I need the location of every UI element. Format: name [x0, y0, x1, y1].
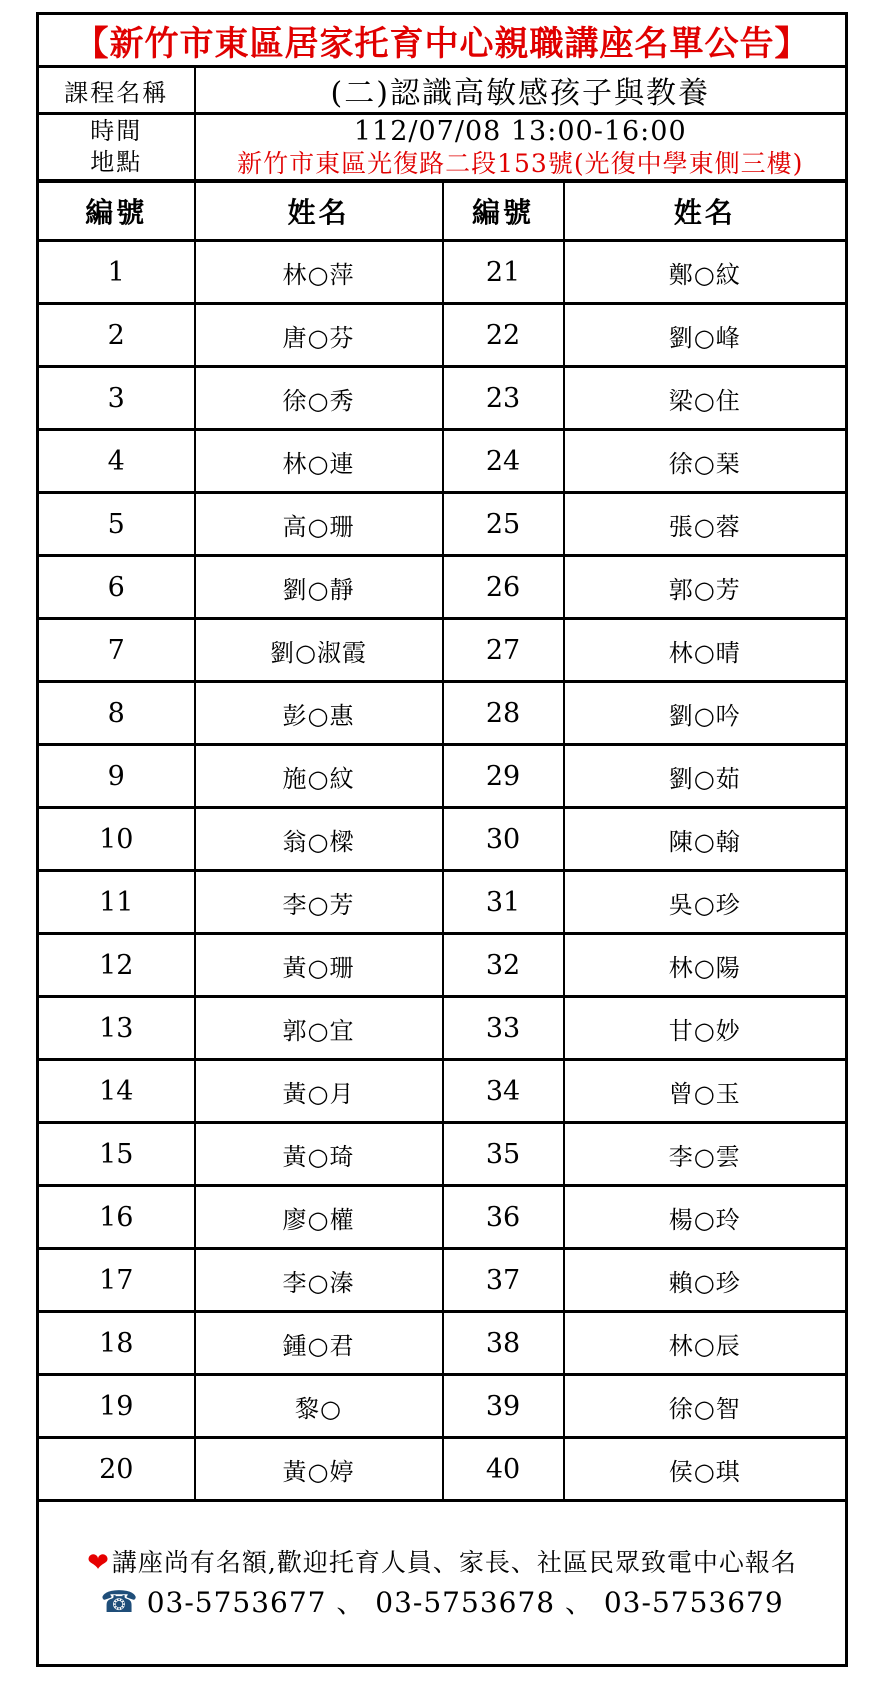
roster-body: [38, 241, 847, 1501]
roster-name-cell-left: 林○萍: [195, 241, 443, 304]
roster-no-cell-left: 8: [38, 682, 195, 745]
course-row: [38, 67, 847, 114]
roster-name-cell-right: 鄭○紋: [564, 241, 847, 304]
roster-name-cell-right: 陳○翰: [564, 808, 847, 871]
roster-name-cell-right: 楊○玲: [564, 1186, 847, 1249]
roster-no-cell-right: 26: [443, 556, 564, 619]
roster-name-cell-left: 黃○珊: [195, 934, 443, 997]
roster-no-cell-left: 20: [38, 1438, 195, 1501]
footer-row: [38, 1501, 847, 1666]
roster-row: [38, 1438, 847, 1501]
col-header-name-left: 姓名: [287, 196, 350, 229]
roster-name-cell-right: 林○辰: [564, 1312, 847, 1375]
roster-name-cell-left: 施○紋: [195, 745, 443, 808]
roster-row: [38, 871, 847, 934]
roster-no-cell-left: 7: [38, 619, 195, 682]
footer-phones: [39, 1583, 845, 1623]
roster-name-cell-right: 賴○珍: [564, 1249, 847, 1312]
place-label: 地點: [90, 148, 143, 176]
roster-no-cell-right: 28: [443, 682, 564, 745]
roster-no-cell-left: 18: [38, 1312, 195, 1375]
roster-row: [38, 997, 847, 1060]
roster-name-cell-right: 劉○吟: [564, 682, 847, 745]
roster-name-cell-left: 黃○婷: [195, 1438, 443, 1501]
roster-name-cell-right: 侯○琪: [564, 1438, 847, 1501]
roster-name-cell-right: 徐○智: [564, 1375, 847, 1438]
roster-row: [38, 1060, 847, 1123]
roster-no-cell-left: 2: [38, 304, 195, 367]
roster-row: [38, 304, 847, 367]
roster-row: [38, 934, 847, 997]
time-place-row: [38, 114, 847, 182]
roster-row: [38, 1186, 847, 1249]
roster-name-cell-right: 梁○住: [564, 367, 847, 430]
roster-row: [38, 808, 847, 871]
roster-name-cell-right: 張○蓉: [564, 493, 847, 556]
roster-name-cell-right: 李○雲: [564, 1123, 847, 1186]
roster-row: [38, 1312, 847, 1375]
roster-name-cell-left: 徐○秀: [195, 367, 443, 430]
roster-no-cell-right: 31: [443, 871, 564, 934]
roster-no-cell-left: 19: [38, 1375, 195, 1438]
roster-name-cell-right: 吳○珍: [564, 871, 847, 934]
col-header-name-right: 姓名: [673, 196, 736, 229]
roster-name-cell-left: 鍾○君: [195, 1312, 443, 1375]
roster-no-cell-right: 38: [443, 1312, 564, 1375]
roster-no-cell-right: 37: [443, 1249, 564, 1312]
col-header-no-left: 編號: [85, 196, 148, 229]
roster-name-cell-right: 劉○茹: [564, 745, 847, 808]
roster-name-cell-right: 林○陽: [564, 934, 847, 997]
roster-no-cell-right: 24: [443, 430, 564, 493]
roster-no-cell-left: 17: [38, 1249, 195, 1312]
roster-table: [36, 12, 848, 1667]
course-value: (二)認識高敏感孩子與教養: [330, 76, 710, 111]
roster-no-cell-right: 30: [443, 808, 564, 871]
roster-name-cell-left: 林○連: [195, 430, 443, 493]
roster-no-cell-left: 9: [38, 745, 195, 808]
roster-no-cell-right: 34: [443, 1060, 564, 1123]
roster-no-cell-left: 14: [38, 1060, 195, 1123]
column-header-row: [38, 181, 847, 241]
roster-row: [38, 682, 847, 745]
roster-row: [38, 241, 847, 304]
phone-icon: ☎: [100, 1585, 139, 1620]
roster-no-cell-right: 35: [443, 1123, 564, 1186]
roster-no-cell-left: 6: [38, 556, 195, 619]
roster-no-cell-left: 15: [38, 1123, 195, 1186]
roster-row: [38, 1375, 847, 1438]
page-title: 【新竹市東區居家托育中心親職講座名單公告】: [74, 23, 810, 64]
roster-name-cell-right: 劉○峰: [564, 304, 847, 367]
roster-name-cell-right: 林○晴: [564, 619, 847, 682]
roster-name-cell-left: 劉○靜: [195, 556, 443, 619]
roster-name-cell-left: 翁○樑: [195, 808, 443, 871]
roster-no-cell-left: 11: [38, 871, 195, 934]
roster-row: [38, 430, 847, 493]
roster-no-cell-left: 16: [38, 1186, 195, 1249]
time-label: 時間: [90, 117, 143, 145]
roster-name-cell-left: 高○珊: [195, 493, 443, 556]
roster-name-cell-left: 唐○芬: [195, 304, 443, 367]
roster-name-cell-right: 曾○玉: [564, 1060, 847, 1123]
roster-name-cell-left: 彭○惠: [195, 682, 443, 745]
roster-no-cell-right: 27: [443, 619, 564, 682]
roster-no-cell-left: 4: [38, 430, 195, 493]
roster-row: [38, 556, 847, 619]
footer-phones-text: 03-5753677 、 03-5753678 、 03-5753679: [146, 1586, 784, 1619]
roster-no-cell-left: 5: [38, 493, 195, 556]
roster-name-cell-left: 李○芳: [195, 871, 443, 934]
roster-row: [38, 367, 847, 430]
roster-no-cell-right: 40: [443, 1438, 564, 1501]
roster-row: [38, 1249, 847, 1312]
roster-name-cell-left: 黃○琦: [195, 1123, 443, 1186]
roster-no-cell-right: 29: [443, 745, 564, 808]
roster-no-cell-right: 21: [443, 241, 564, 304]
roster-no-cell-right: 25: [443, 493, 564, 556]
roster-no-cell-right: 22: [443, 304, 564, 367]
roster-name-cell-right: 郭○芳: [564, 556, 847, 619]
roster-name-cell-left: 李○溱: [195, 1249, 443, 1312]
roster-no-cell-left: 10: [38, 808, 195, 871]
roster-no-cell-right: 36: [443, 1186, 564, 1249]
roster-name-cell-left: 廖○權: [195, 1186, 443, 1249]
footer-notice-text: 講座尚有名額,歡迎托育人員、家長、社區民眾致電中心報名: [111, 1548, 797, 1577]
roster-no-cell-right: 32: [443, 934, 564, 997]
roster-no-cell-right: 23: [443, 367, 564, 430]
roster-row: [38, 619, 847, 682]
roster-no-cell-right: 33: [443, 997, 564, 1060]
col-header-no-right: 編號: [471, 196, 534, 229]
time-value: 112/07/08 13:00-16:00: [353, 115, 687, 147]
roster-no-cell-left: 1: [38, 241, 195, 304]
heart-icon: ❤: [87, 1548, 110, 1578]
roster-name-cell-left: 黃○月: [195, 1060, 443, 1123]
roster-name-cell-right: 甘○妙: [564, 997, 847, 1060]
roster-row: [38, 493, 847, 556]
roster-no-cell-left: 3: [38, 367, 195, 430]
footer-notice: [39, 1543, 845, 1583]
roster-no-cell-left: 12: [38, 934, 195, 997]
roster-name-cell-left: 劉○淑霞: [195, 619, 443, 682]
roster-name-cell-right: 徐○琹: [564, 430, 847, 493]
title-row: [38, 14, 847, 67]
roster-row: [38, 1123, 847, 1186]
roster-row: [38, 745, 847, 808]
place-value: 新竹市東區光復路二段153號(光復中學東側三樓): [237, 148, 804, 178]
roster-no-cell-left: 13: [38, 997, 195, 1060]
roster-no-cell-right: 39: [443, 1375, 564, 1438]
course-label: 課程名稱: [64, 78, 169, 107]
roster-name-cell-left: 郭○宜: [195, 997, 443, 1060]
roster-name-cell-left: 黎○: [195, 1375, 443, 1438]
